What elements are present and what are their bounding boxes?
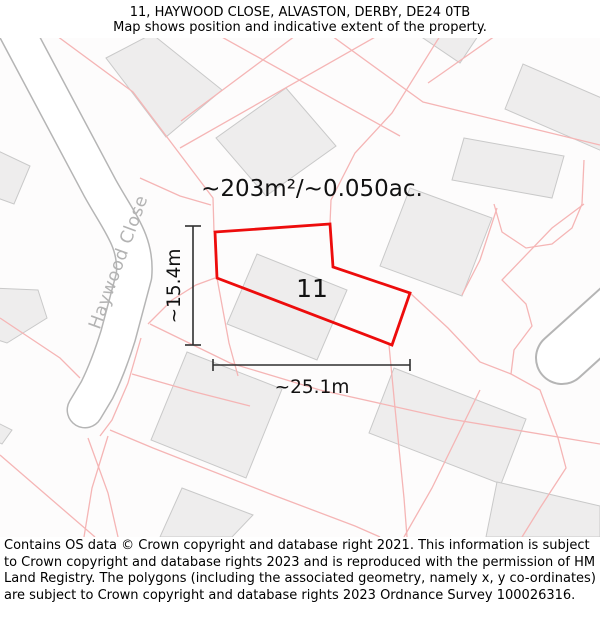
header xyxy=(0,0,600,38)
property-map xyxy=(0,38,600,537)
building-in-plot xyxy=(227,254,347,360)
area-label: ~203m²/~0.050ac. xyxy=(201,176,423,202)
road-stub xyxy=(562,304,600,358)
building xyxy=(106,38,222,137)
building xyxy=(505,64,600,151)
building xyxy=(452,138,564,198)
map-canvas xyxy=(0,38,600,537)
parcel-line xyxy=(84,436,108,537)
height-dimension-label: ~15.4m xyxy=(164,248,185,324)
parcel-line xyxy=(410,293,511,374)
page-title: 11, HAYWOOD CLOSE, ALVASTON, DERBY, DE24 0TB xyxy=(129,5,471,20)
page-subtitle: Map shows position and indicative extent of the property. xyxy=(113,20,487,35)
copyright-footer: Contains OS data © Crown copyright and database right 2021. This information is subject to Crown copyright and database rights 2023 and is reproduced with the permission of HM Land Registry. The polygons (including the associated geometry, namely x, y co-ordinates) are subject to Crown copyright and database rights 2023 Ordnance Survey 100026316. xyxy=(4,538,596,603)
building xyxy=(380,188,492,296)
width-dimension-label: ~25.1m xyxy=(274,377,350,398)
building xyxy=(486,482,600,537)
building xyxy=(0,421,12,444)
building xyxy=(0,288,47,343)
parcel-line xyxy=(0,455,95,537)
road-haywood-close xyxy=(16,38,134,410)
building xyxy=(160,488,253,537)
street-name-label: Haywood Close xyxy=(85,192,153,332)
building xyxy=(420,38,478,63)
building xyxy=(0,148,30,204)
building xyxy=(151,352,282,478)
plot-number-label: 11 xyxy=(296,274,328,303)
